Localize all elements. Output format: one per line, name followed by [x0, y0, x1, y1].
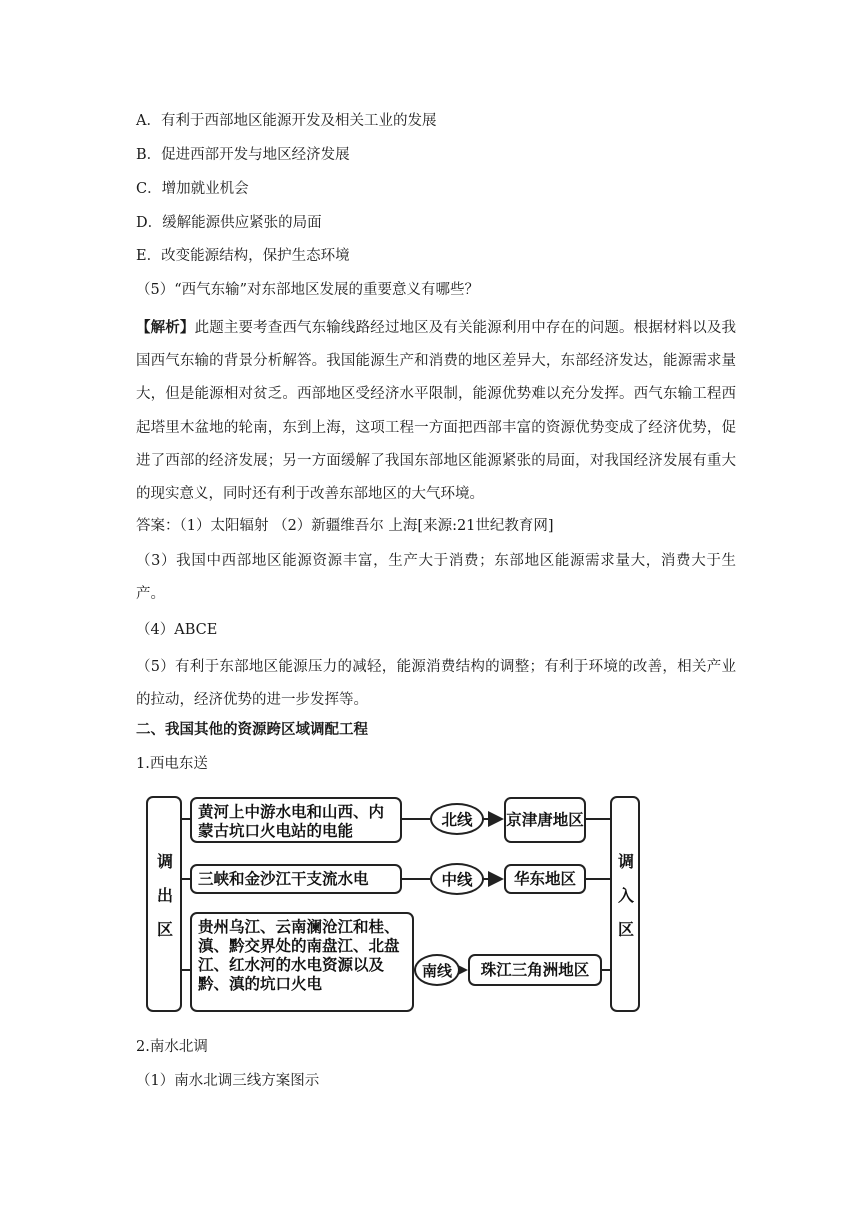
option-e: E．改变能源结构，保护生态环境 [136, 248, 350, 264]
answer-3: （3）我国中西部地区能源资源丰富，生产大于消费；东部地区能源需求量大，消费大于生产。 [136, 553, 736, 603]
middle-dest-box: 华东地区 [504, 864, 586, 894]
analysis-paragraph [136, 311, 736, 511]
option-a: A．有利于西部地区能源开发及相关工业的发展 [136, 113, 437, 129]
import-region-box: 调入区 [610, 796, 640, 1012]
south-source-box: 贵州乌江、云南澜沧江和桂、滇、黔交界处的南盘江、北盘江、红水河的水电资源以及黔、滇的坑口火电 [190, 912, 414, 1012]
answer-line-1: 答案：（1）太阳辐射 （2）新疆维吾尔 上海[来源:21世纪教育网] [136, 518, 554, 534]
south-line-oval: 南线 [414, 954, 460, 986]
export-region-box: 调出区 [146, 796, 182, 1012]
subheading-west-east-power: 1.西电东送 [136, 756, 208, 772]
option-c: C．增加就业机会 [136, 181, 249, 197]
question-5: （5）“西气东输”对东部地区发展的重要意义有哪些？ [136, 282, 480, 298]
power-transfer-diagram [146, 796, 642, 1016]
north-dest-box: 京津唐地区 [504, 797, 586, 843]
middle-line-oval: 中线 [430, 863, 484, 895]
north-line-oval: 北线 [430, 803, 484, 835]
answer-4: （4）ABCE [136, 622, 218, 638]
answer-5: （5）有利于东部地区能源压力的减轻，能源消费结构的调整；有利于环境的改善，相关产业的拉动，经济优势的进一步发挥等。 [136, 659, 736, 709]
option-b: B．促进西部开发与地区经济发展 [136, 147, 350, 163]
option-d: D．缓解能源供应紧张的局面 [136, 215, 322, 231]
analysis-text: 此题主要考查西气东输线路经过地区及有关能源利用中存在的问题。根据材料以及我国西气东输的背景分析解答。我国能源生产和消费的地区差异大，东部经济发达，能源需求量大，但是能源相对贫乏。西部地区受经济水平限制，能源优势难以充分发挥。西气东输工程西起塔里木盆地的轮南，东到上海，这项工程一方面把西部丰富的资源优势变成了经济优势，促进了西部的经济发展；另一方面缓解了我国东部地区能源紧张的局面，对我国经济发展有重大的现实意义，同时还有利于改善东部地区的大气环境。 [136, 320, 737, 503]
section-2-heading: 二、我国其他的资源跨区域调配工程 [136, 721, 368, 738]
south-dest-box: 珠江三角洲地区 [468, 954, 602, 986]
analysis-tag: 【解析】 [136, 319, 195, 336]
subheading-south-north-water: 2.南水北调 [136, 1039, 208, 1055]
north-source-box: 黄河上中游水电和山西、内蒙古坑口火电站的电能 [190, 797, 402, 843]
subheading-three-routes: （1）南水北调三线方案图示 [136, 1073, 320, 1089]
middle-source-box: 三峡和金沙江干支流水电 [190, 864, 402, 894]
